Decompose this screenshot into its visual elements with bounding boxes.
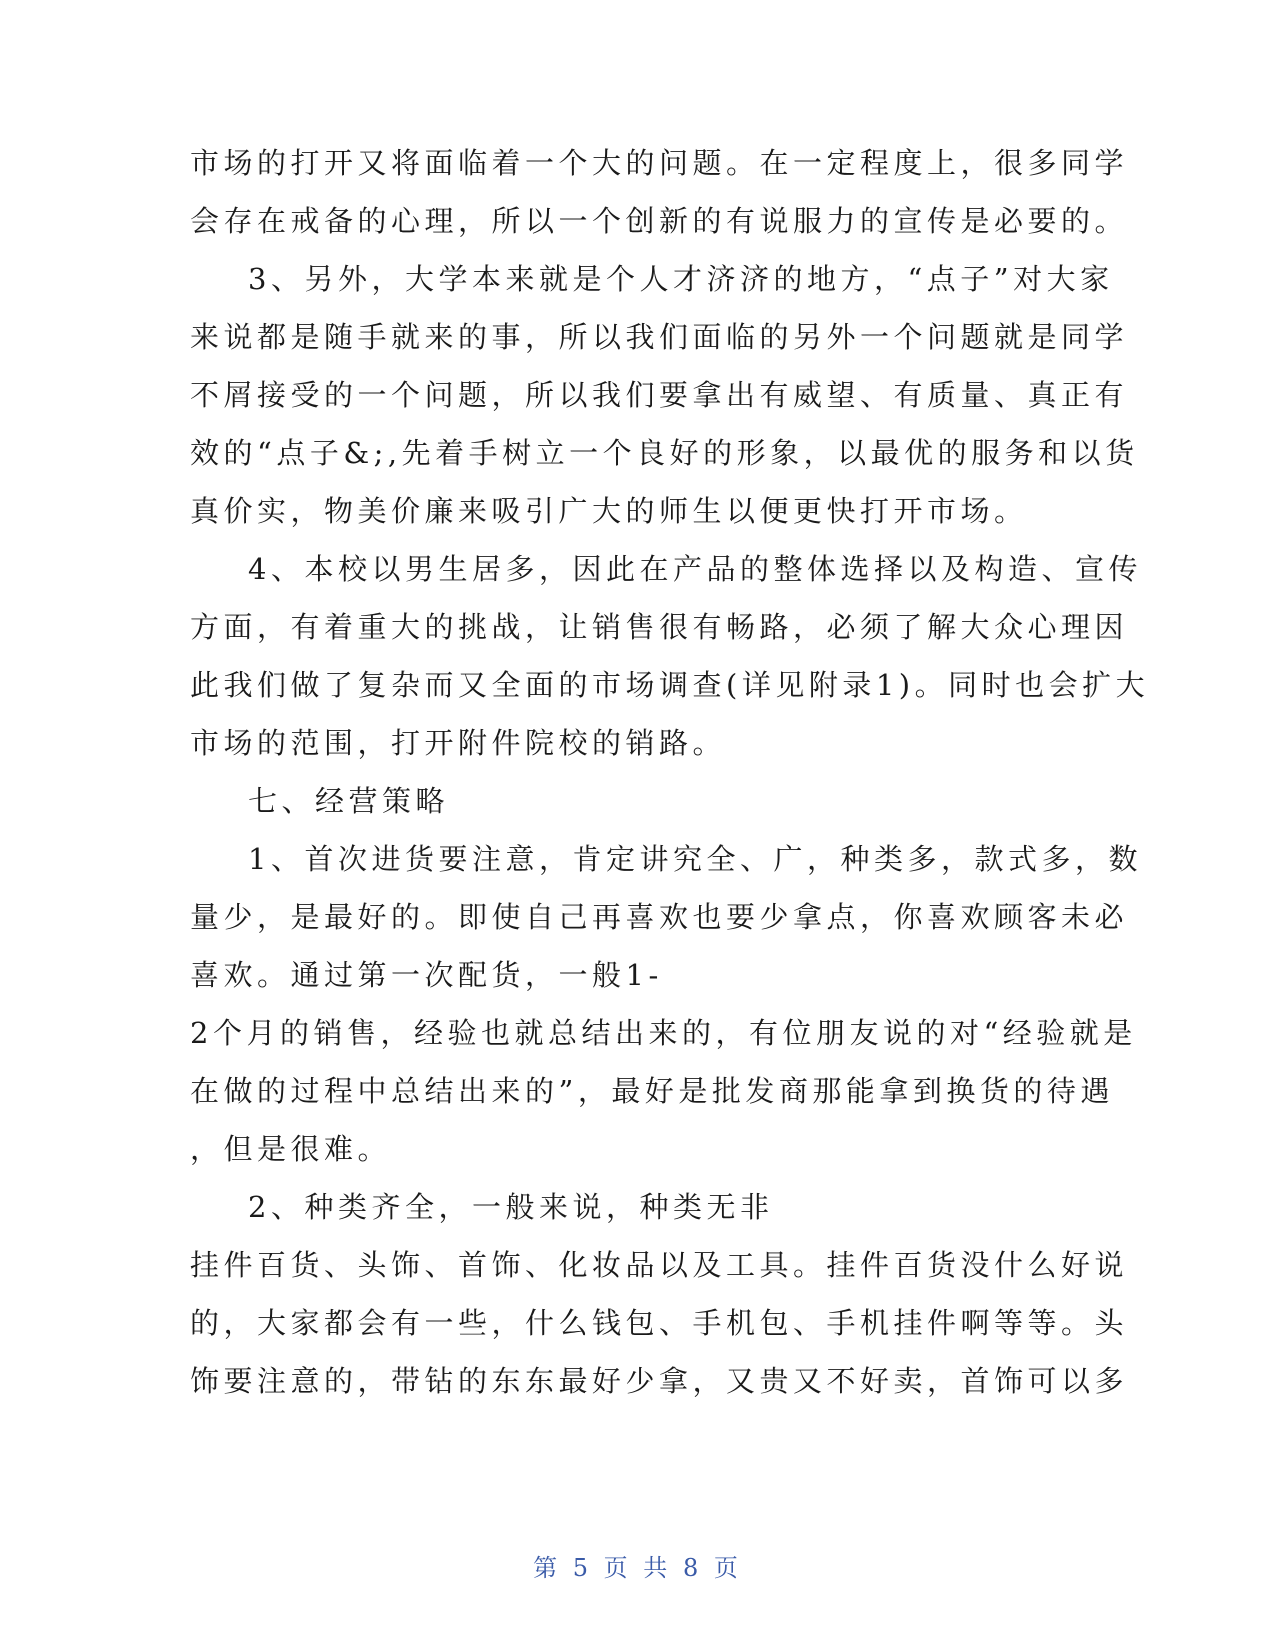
footer-prefix: 第: [533, 1554, 562, 1582]
text-line: 方面，有着重大的挑战，让销售很有畅路，必须了解大众心理因: [190, 610, 1129, 644]
text-line: 市场的打开又将面临着一个大的问题。在一定程度上，很多同学: [190, 146, 1129, 180]
text-line: 2、种类齐全，一般来说，种类无非: [248, 1190, 774, 1224]
text-line: 效的“点子&;,先着手树立一个良好的形象，以最优的服务和以货: [190, 436, 1139, 470]
page-footer: [0, 1548, 1275, 1583]
footer-middle: 页 共: [603, 1554, 672, 1582]
text-line: 喜欢。通过第一次配货，一般1-: [190, 958, 663, 992]
text-line: 2个月的销售，经验也就总结出来的，有位朋友说的对“经验就是: [190, 1016, 1137, 1050]
text-line: 挂件百货、头饰、首饰、化妆品以及工具。挂件百货没什么好说: [190, 1248, 1129, 1282]
current-page-number: 5: [572, 1554, 593, 1582]
text-line: 市场的范围，打开附件院校的销路。: [190, 726, 727, 760]
footer-suffix: 页: [713, 1554, 742, 1582]
text-line: 在做的过程中总结出来的”，最好是批发商那能拿到换货的待遇: [190, 1074, 1114, 1108]
section-heading: 七、经营策略: [248, 784, 450, 818]
text-line: 真价实，物美价廉来吸引广大的师生以便更快打开市场。: [190, 494, 1028, 528]
text-line: 3、另外，大学本来就是个人才济济的地方，“点子”对大家: [248, 262, 1114, 296]
text-line: 此我们做了复杂而又全面的市场调查(详见附录1)。同时也会扩大: [190, 668, 1150, 702]
text-line: ，但是很难。: [190, 1132, 392, 1166]
text-line: 会存在戒备的心理，所以一个创新的有说服力的宣传是必要的。: [190, 204, 1129, 238]
text-line: 4、本校以男生居多，因此在产品的整体选择以及构造、宣传: [248, 552, 1142, 586]
text-line: 量少，是最好的。即使自己再喜欢也要少拿点，你喜欢顾客未必: [190, 900, 1129, 934]
text-line: 1、首次进货要注意，肯定讲究全、广，种类多，款式多，数: [248, 842, 1142, 876]
text-line: 饰要注意的，带钻的东东最好少拿，又贵又不好卖，首饰可以多: [190, 1364, 1129, 1398]
text-line: 的，大家都会有一些，什么钱包、手机包、手机挂件啊等等。头: [190, 1306, 1129, 1340]
text-line: 来说都是随手就来的事，所以我们面临的另外一个问题就是同学: [190, 320, 1129, 354]
text-line: 不屑接受的一个问题，所以我们要拿出有威望、有质量、真正有: [190, 378, 1129, 412]
total-page-number: 8: [682, 1554, 703, 1582]
